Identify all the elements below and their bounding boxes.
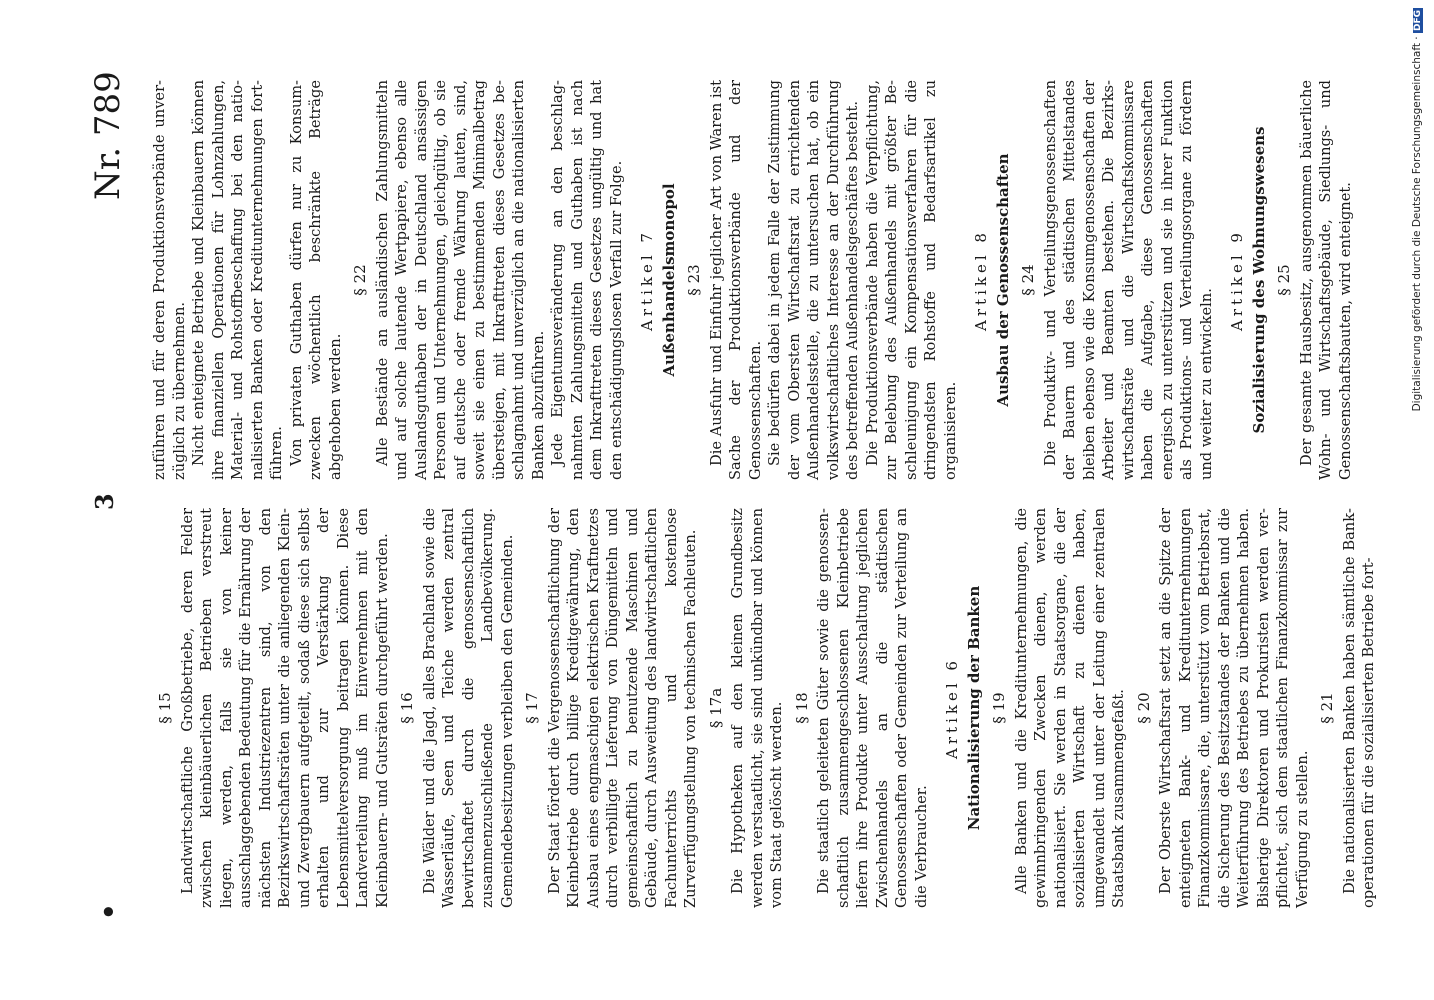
article-label: Artikel 8 <box>972 229 990 331</box>
paragraph: Alle Bestände an ausländischen Zahlungsmitteln und auf solche lautende Wertpapiere, ebenso alle Auslandsguthaben der in Deutschland ansässigen Personen und Unternehmungen, gleichgültig, ob sie auf deutsche oder fremde Währung lauten, sind, soweit sie einen zu bestimmenden Minimalbetrag übersteigen, mit Inkrafttreten dieses Gesetzes beschlagnahmt und unverzüglich an die nationalisierten Banken abzuführen. <box>373 80 547 480</box>
section-heading: § 24 <box>1019 264 1037 296</box>
paragraph: Nicht enteignete Betriebe und Kleinbauern können ihre finanziellen Operationen für Lohnzahlungen, Material- und Rohstoffbeschaffung bei den nationalisierten Banken oder Kreditunternehmungen fortführen. <box>190 80 285 480</box>
document-number: Nr. 789 <box>88 71 128 200</box>
paragraph: Die Wälder und die Jagd, alles Brachland sowie die Wasserläufe, Seen und Teiche werden zentral bewirtschaftet durch die genossenschaftlich zusammenzuschließende Landbevölkerung. Gemeindebesitzungen verbleiben den Gemeinden. <box>420 508 516 908</box>
section-heading: § 18 <box>792 692 811 724</box>
paragraph: Landwirtschaftliche Großbetriebe, deren Felder zwischen kleinbäuerlichen Betrieben verstreut liegen, werden, falls sie von keiner ausschlaggebenden Bedeutung für die Ernährung der nächsten Industriezentren sind, von den Bezirkswirtschaftsräten unter die anliegenden Klein- und Zwergbauern aufgeteilt, sodaß diese sich selbst erhalten und zur Verstärkung der Lebensmittelversorgung beitragen können. Diese Landverteilung muß im Einvernehmen mit den Kleinbauern- und Gutsräten durchgeführt werden. <box>178 508 391 908</box>
article-label: Artikel 9 <box>1228 229 1246 331</box>
article-label: Artikel 6 <box>943 657 961 759</box>
article-title: Ausbau der Genossenschaften <box>993 153 1012 407</box>
dfg-credit-text: Digitalisierung gefördert durch die Deutsche Forschungsgemeinschaft · <box>1411 36 1423 412</box>
section-heading: § 17 <box>523 692 541 724</box>
header-dot: • <box>95 903 125 920</box>
section-heading: § 21 <box>1318 692 1336 724</box>
paragraph: Die Hypotheken auf den kleinen Grundbesitz werden verstaatlicht, sie sind unkündbar und können vom Staat gelöscht werden. <box>729 508 785 908</box>
paragraph: Die Ausfuhr und Einfuhr jeglicher Art von Waren ist Sache der Produktionsverbände und der Genossenschaften. <box>707 80 764 480</box>
dfg-logo: DFG <box>1413 10 1423 32</box>
paragraph: Von privaten Guthaben dürfen nur zu Konsumzwecken wöchentlich beschränkte Beträge abgehoben werden. <box>287 80 344 480</box>
page-number: 3 <box>90 493 119 510</box>
article-label: Artikel 7 <box>638 229 656 331</box>
section-heading: § 20 <box>1134 692 1153 724</box>
article-title: Außenhandelsmonopol <box>659 183 678 377</box>
section-heading: § 25 <box>1275 264 1293 296</box>
dfg-watermark-text <box>1411 8 1423 998</box>
paragraph: Sie bedürfen dabei in jedem Falle der Zustimmung der vom Obersten Wirtschaftsrat zu errichtenden Außenhandelsstelle, die zu untersuchen hat, ob ein volkswirtschaftliches Interesse an der Durchführung des betreffenden Außenhandelsgeschäftes besteht. <box>766 80 861 480</box>
paragraph: Der Staat fördert die Vergenossenschaftlichung der Kleinbetriebe durch billige Kreditgewährung, den Ausbau eines engmaschigen elektrischen Kraftnetzes durch verbilligte Lieferung von Düngemitteln und gemeinschaftlich zu benutzende Maschinen und Gebäude, durch Ausweitung des landwirtschaftlichen Fachunterrichts und kostenlose Zurverfügungstellung von technischen Fachleuten. <box>545 508 699 908</box>
article-title: Nationalisierung der Banken <box>964 585 983 831</box>
right-column <box>150 80 1355 480</box>
paragraph: zuführen und für deren Produktionsverbände unverzüglich zu übernehmen. <box>151 80 188 480</box>
paragraph: Der gesamte Hausbesitz, ausgenommen bäuerliche Wohn- und Wirtschaftsgebäude, Siedlungs- und Genossenschaftsbauten, wird enteignet. <box>1297 80 1354 480</box>
paragraph: Alle Banken und die Kreditunternehmungen, die gewinnbringenden Zwecken dienen, werden nationalisiert. Sie werden in Staatsorgane, die der sozialisierten Wirtschaft zu dienen haben, umgewandelt und unter der Leitung einer zentralen Staatsbank zusammengefaßt. <box>1012 508 1127 908</box>
dfg-watermark <box>1408 6 1434 1000</box>
section-heading: § 22 <box>351 264 369 296</box>
left-column <box>150 508 1379 908</box>
section-heading: § 23 <box>685 264 703 296</box>
section-heading: § 19 <box>990 692 1008 724</box>
article-title: Sozialisierung des Wohnungswesens <box>1249 126 1268 434</box>
paragraph: Die Produktiv- und Verteilungsgenossenschaften der Bauern und des städtischen Mittelstandes bleiben ebenso wie die Konsumgenossenschaften der Arbeiter und Beamten bestehen. Die Bezirkswirtschaftsräte und die Wirtschaftskommissare haben die Aufgabe, diese Genossenschaften energisch zu unterstützen und sie in ihrer Funktion als Produktions- und Verteilungsorgane zu fördern und weiter zu entwickeln. <box>1041 80 1215 480</box>
paragraph: Der Oberste Wirtschaftsrat setzt an die Spitze der enteigneten Bank- und Kreditunternehmungen Finanzkommissare, die, unterstützt vom Betriebsrat, die Sicherung des Besitzstandes der Banken und die Weiterführung des Betriebes zu übernehmen haben. Bisherige Direktoren und Prokuristen werden verpflichtet, sich dem staatlichen Finanzkommissar zur Verfügung zu stellen. <box>1157 508 1311 908</box>
section-heading: § 16 <box>398 692 416 724</box>
section-heading: § 17a <box>706 687 725 729</box>
paragraph: Die staatlich geleiteten Güter sowie die genossenschaftlich zusammengeschlossenen Kleinbetriebe liefern ihre Produkte unter Ausschaltung jeglichen Zwischenhandels an die städtischen Genossenschaften oder Gemeinden zur Verteilung an die Verbraucher. <box>815 508 930 908</box>
paragraph: Die nationalisierten Banken haben sämtliche Bankoperationen für die sozialisierten Betriebe fort- <box>1340 508 1377 908</box>
section-heading: § 15 <box>156 692 174 724</box>
paragraph: Die Produktionsverbände haben die Verpflichtung, zur Belebung des Außenhandels mit größter Beschleunigung ein Kompensationsverfahren für die dringendsten Rohstoffe und Bedarfsartikel zu organisieren. <box>863 80 959 480</box>
paragraph: Jede Eigentumsveränderung an den beschlagnahmten Zahlungsmitteln und Guthaben ist nach dem Inkrafttreten dieses Gesetzes ungültig und hat den entschädigungslosen Verfall zur Folge. <box>549 80 625 480</box>
